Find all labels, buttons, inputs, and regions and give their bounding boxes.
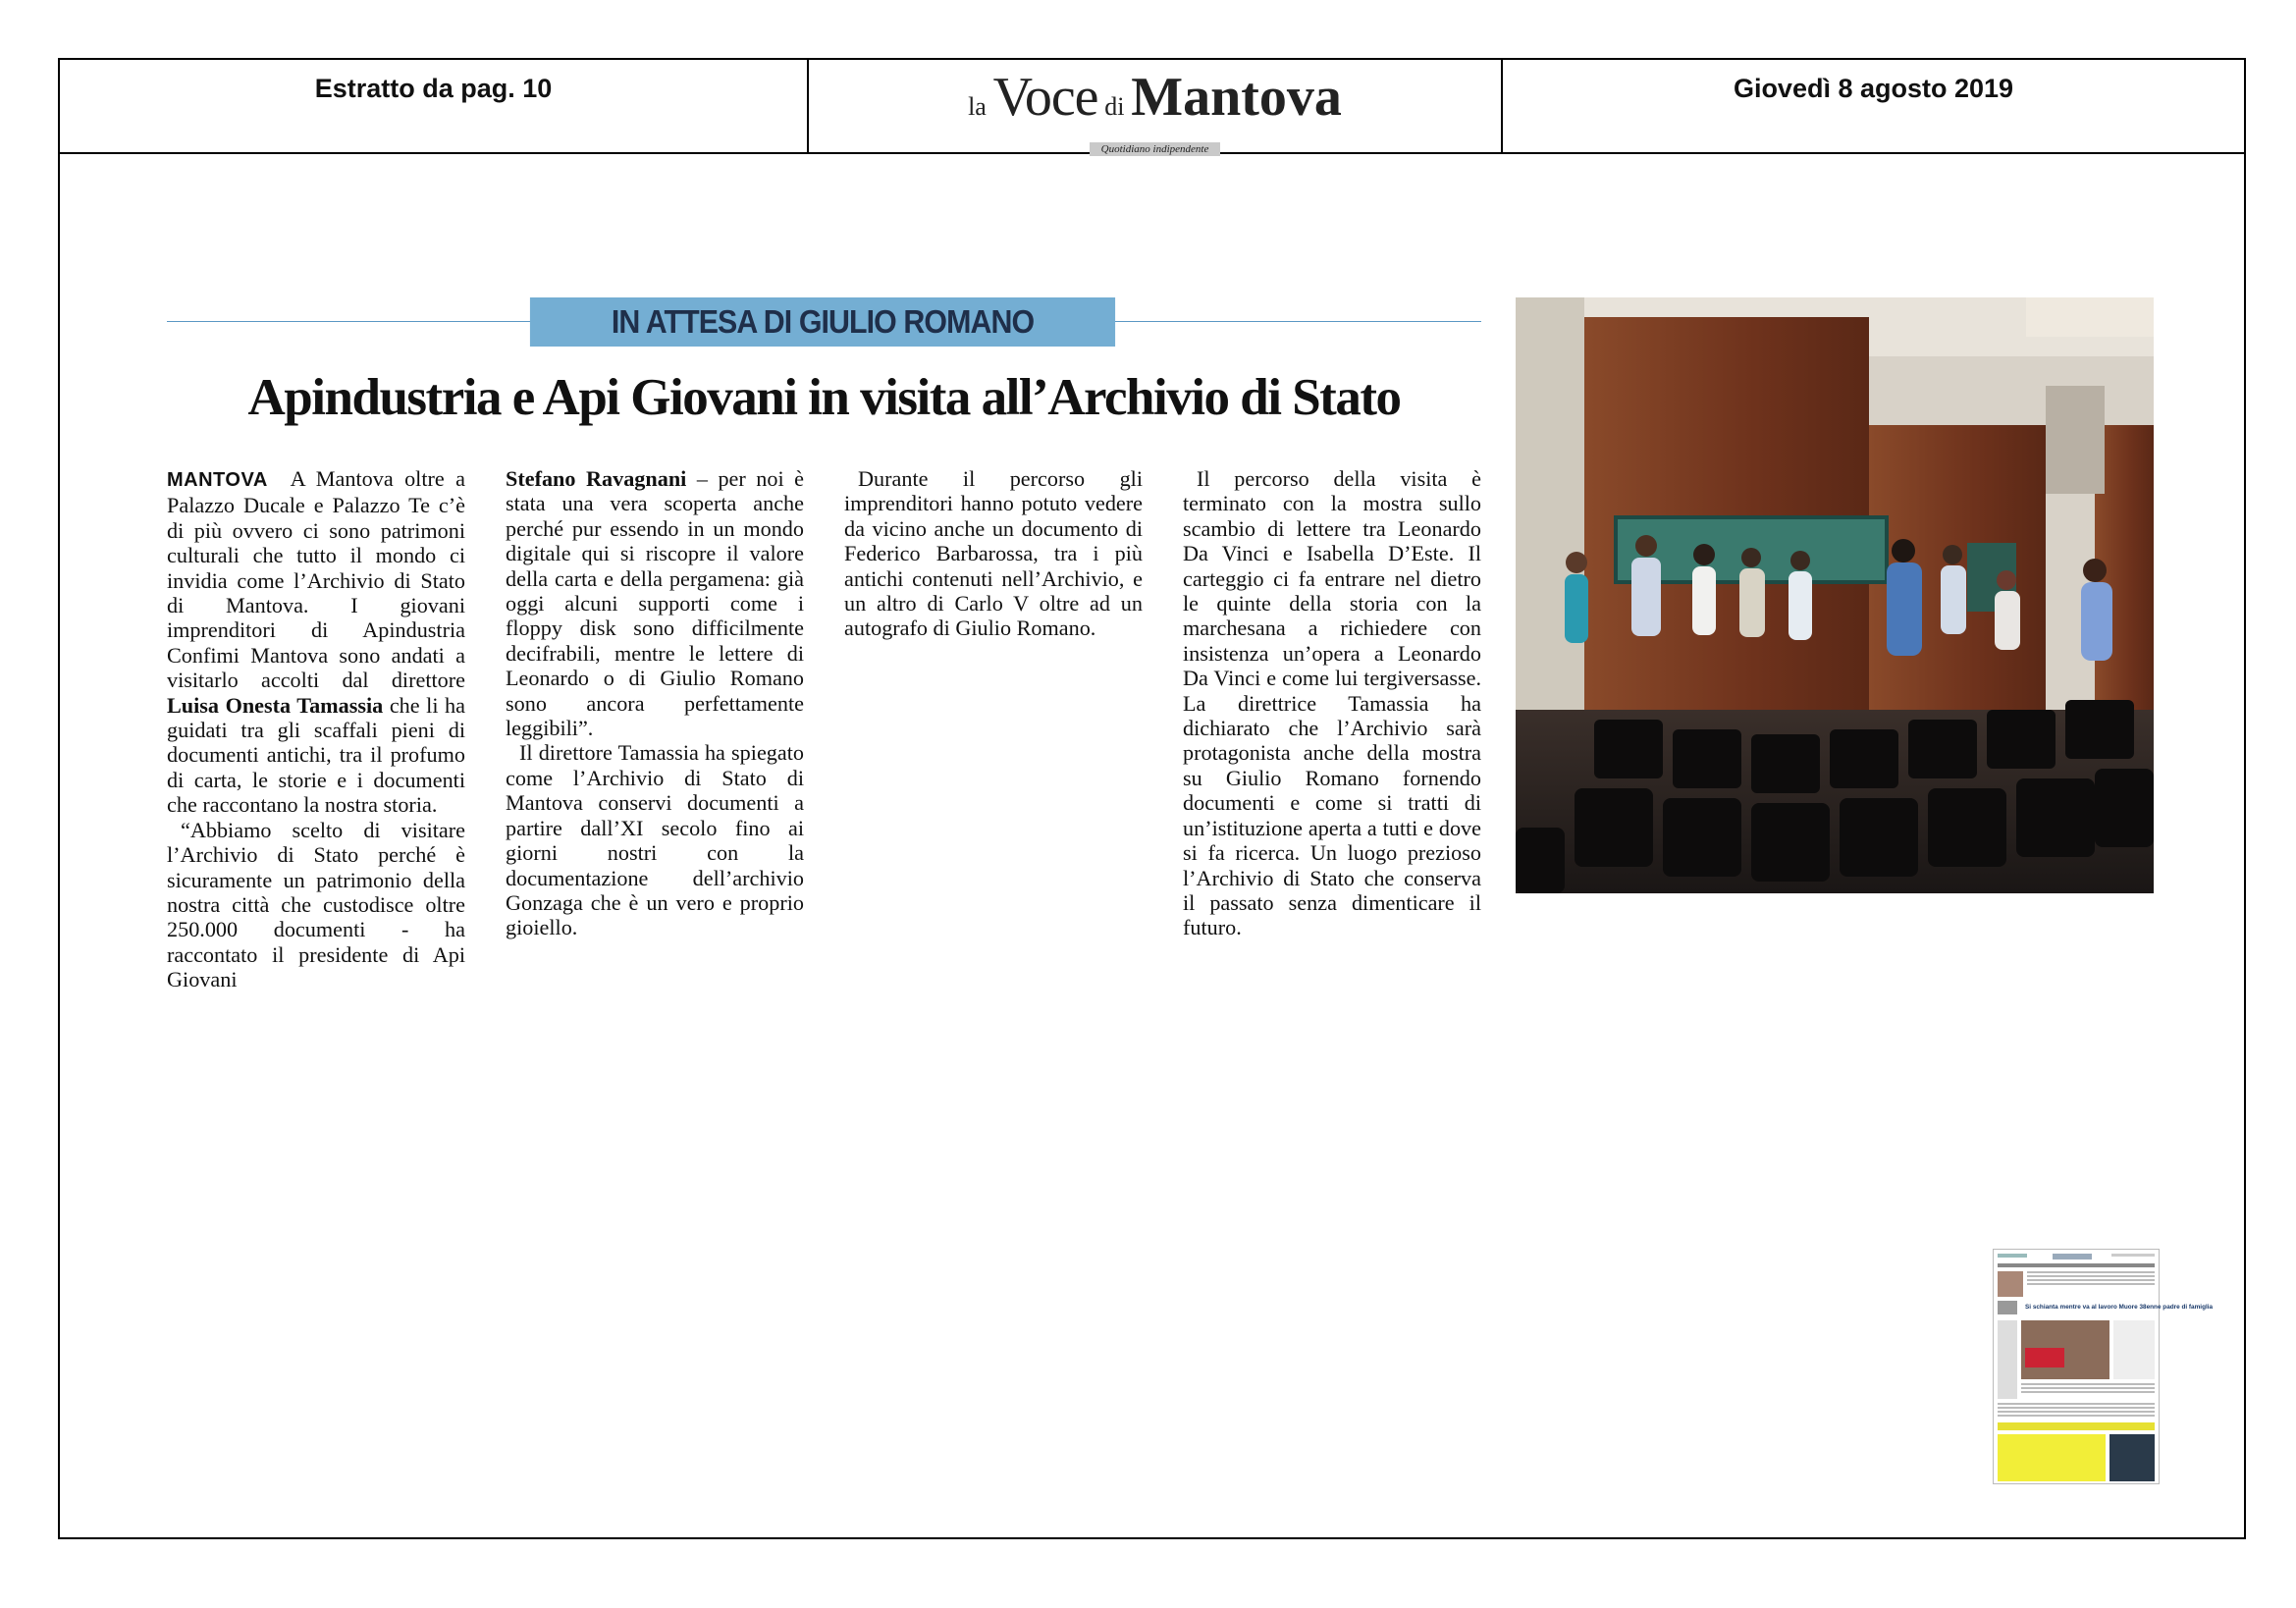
date-cell	[1503, 60, 2244, 152]
paragraph-text: A Mantova oltre a Palazzo Ducale e Palazzo Te c’è di più ovvero ci sono patrimoni culturali che tutto il mondo ci invidia come l’Archivio di Stato di Mantova. I giovani imprenditori di Apindustria Confimi Mantova sono andati a visitarlo accolti dal direttore	[167, 466, 465, 693]
masthead-voce: Voce	[992, 67, 1098, 128]
article-column-4	[1183, 466, 1481, 940]
masthead-la: la	[968, 92, 987, 121]
article-paragraph	[844, 466, 1143, 641]
thumbnail-headline: Si schianta mentre va al lavoro Muore 38enne padre di famiglia	[2025, 1304, 2214, 1311]
masthead-mantova: Mantova	[1131, 67, 1342, 128]
masthead-di: di	[1104, 92, 1125, 121]
article-rubric: IN ATTESA DI GIULIO ROMANO	[530, 297, 1115, 347]
article-column-3	[844, 466, 1143, 898]
archive-visit-photo	[1516, 297, 2154, 893]
paragraph-text: – per noi è stata una vera scoperta anche perché pur essendo in un mondo digitale qui si riscopre il valore della carta e della pergamena: già oggi alcuni supporti come i floppy disk sono difficilmente decifrabili, mentre le lettere di Leonardo o di Giulio Romano sono ancora perfettamente leggibili”.	[506, 466, 805, 741]
article-headline: Apindustria e Api Giovani in visita all’Archivio di Stato	[247, 369, 1401, 426]
masthead-cell	[809, 60, 1503, 155]
article-column-1	[167, 466, 465, 992]
paragraph-text: Il percorso della visita è terminato con la mostra sullo scambio di lettere tra Leonardo Da Vinci e Isabella D’Este. Il carteggio ci fa entrare nel dietro le quinte della storia con la marchesana a richiedere con insistenza un’opera a Leonardo Da Vinci e come lui tergiversasse. La direttrice Tamassia ha dichiarato che l’Archivio sarà protagonista anche della mostra su Giulio Romano fornendo documenti e come si tratti di un’istituzione aperta a tutti e dove si fa ricerca. Un luogo prezioso l’Archivio di Stato che conserva il passato senza dimenticare il futuro.	[1183, 466, 1481, 940]
article-photo	[1516, 297, 2154, 893]
paragraph-text: “Abbiamo scelto di visitare l’Archivio di Stato perché è sicuramente un patrimonio della nostra città che custodisce oltre 250.000 documenti - ha raccontato il presidente di Api Giovani	[167, 817, 465, 992]
article-column-2	[506, 466, 805, 940]
article-dateline: MANTOVA	[167, 469, 268, 491]
masthead-tagline: Quotidiano indipendente	[1090, 142, 1221, 156]
article-paragraph-cont	[506, 466, 804, 740]
article-paragraph	[167, 466, 465, 818]
article-paragraph	[1183, 466, 1481, 940]
paragraph-text: Durante il percorso gli imprenditori hanno potuto vedere da vicino anche un documento di Federico Barbarossa, tra i più antichi contenuti nell’Archivio, e un altro di Carlo V oltre ad un autografo di Giulio Romano.	[844, 466, 1143, 641]
page-thumbnail-graphic	[1994, 1250, 2214, 1483]
page-thumbnail	[1993, 1249, 2214, 1484]
paragraph-text: Il direttore Tamassia ha spiegato come l’Archivio di Stato di Mantova conservi documenti a partire dall’XI secolo fino ai giorni nostri con la documentazione dell’archivio Gonzaga che è un vero e proprio gioiello.	[506, 740, 804, 940]
extract-label: Estratto da pag. 10	[314, 74, 553, 103]
person-name: Luisa Onesta Tamassia	[167, 692, 384, 718]
article-paragraph	[506, 740, 804, 939]
newspaper-masthead	[968, 66, 1342, 155]
clipping-header	[60, 60, 2244, 154]
article-body	[167, 466, 1481, 992]
publication-date: Giovedì 8 agosto 2019	[1733, 74, 2014, 103]
article-paragraph	[167, 818, 465, 992]
extract-label-cell	[60, 60, 809, 152]
person-name: Stefano Ravagnani	[506, 466, 687, 491]
paragraph-text: che li ha guidati tra gli scaffali pieni di documenti antichi, tra il profumo di carta, le storie e i documenti che raccontano la nostra storia.	[167, 692, 465, 818]
